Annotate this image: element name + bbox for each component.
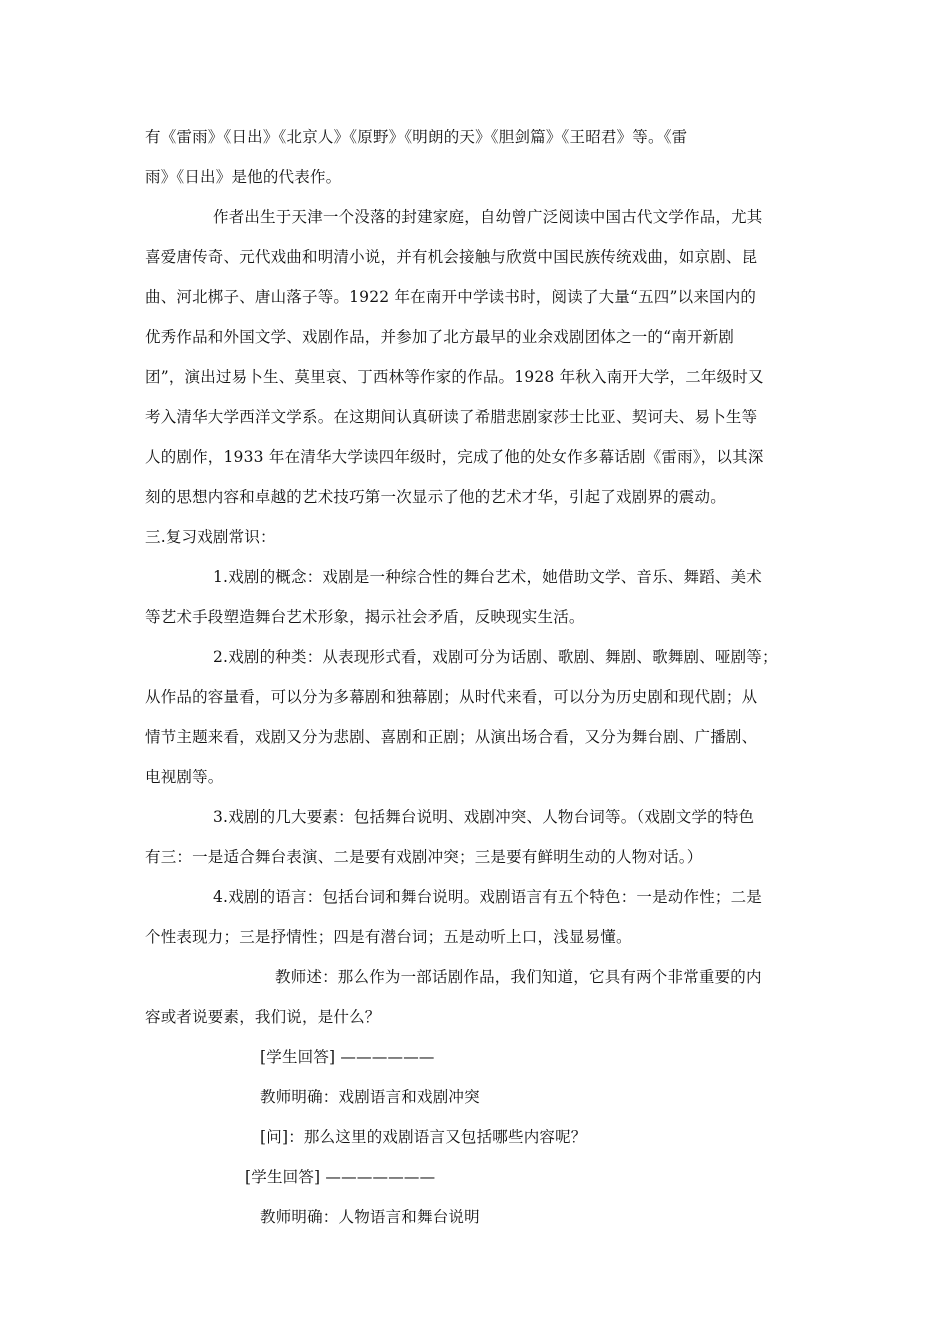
text-line: [学生回答] ——————— bbox=[245, 1168, 436, 1186]
section-heading: 三.复习戏剧常识： bbox=[145, 528, 276, 546]
text-line: 曲、河北梆子、唐山落子等。1922 年在南开中学读书时，阅读了大量“五四”以来国内的 bbox=[145, 288, 757, 306]
text-line: 作者出生于天津一个没落的封建家庭，自幼曾广泛阅读中国古代文学作品，尤其 bbox=[213, 208, 763, 226]
text-line: 从作品的容量看，可以分为多幕剧和独幕剧；从时代来看，可以分为历史剧和现代剧；从 bbox=[145, 688, 758, 706]
text-line: 有三：一是适合舞台表演、二是要有戏剧冲突；三是要有鲜明生动的人物对话。） bbox=[145, 848, 703, 866]
text-line: 雨》《日出》是他的代表作。 bbox=[145, 168, 342, 186]
text-line: 人的剧作，1933 年在清华大学读四年级时，完成了他的处女作多幕话剧《雷雨》，以其深 bbox=[145, 448, 764, 466]
text-line: [问]：那么这里的戏剧语言又包括哪些内容呢？ bbox=[260, 1128, 587, 1146]
text-line: 等艺术手段塑造舞台艺术形象，揭示社会矛盾，反映现实生活。 bbox=[145, 608, 585, 626]
text-line: 刻的思想内容和卓越的艺术技巧第一次显示了他的艺术才华，引起了戏剧界的震动。 bbox=[145, 488, 726, 506]
text-line: 电视剧等。 bbox=[145, 768, 224, 786]
text-line: 3.戏剧的几大要素：包括舞台说明、戏剧冲突、人物台词等。（戏剧文学的特色 bbox=[213, 808, 755, 826]
text-line: 容或者说要素，我们说，是什么？ bbox=[145, 1008, 381, 1026]
text-line: 1.戏剧的概念：戏剧是一种综合性的舞台艺术，她借助文学、音乐、舞蹈、美术 bbox=[213, 568, 762, 586]
text-line: 优秀作品和外国文学、戏剧作品，并参加了北方最早的业余戏剧团体之一的“南开新剧 bbox=[145, 328, 735, 346]
text-line: 喜爱唐传奇、元代戏曲和明清小说，并有机会接触与欣赏中国民族传统戏曲，如京剧、昆 bbox=[145, 248, 758, 266]
text-line: 4.戏剧的语言：包括台词和舞台说明。戏剧语言有五个特色：一是动作性；二是 bbox=[213, 888, 762, 906]
text-line: 情节主题来看，戏剧又分为悲剧、喜剧和正剧；从演出场合看，又分为舞台剧、广播剧、 bbox=[145, 728, 758, 746]
text-line: 考入清华大学西洋文学系。在这期间认真研读了希腊悲剧家莎士比亚、契诃夫、易卜生等 bbox=[145, 408, 758, 426]
text-line: [学生回答] —————— bbox=[260, 1048, 435, 1066]
text-line: 教师明确：戏剧语言和戏剧冲突 bbox=[260, 1088, 480, 1106]
text-line: 有《雷雨》《日出》《北京人》《原野》《明朗的天》《胆剑篇》《王昭君》等。《雷 bbox=[145, 128, 688, 146]
text-line: 教师述：那么作为一部话剧作品，我们知道，它具有两个非常重要的内 bbox=[275, 968, 762, 986]
text-line: 个性表现力；三是抒情性；四是有潜台词；五是动听上口，浅显易懂。 bbox=[145, 928, 632, 946]
text-line: 教师明确：人物语言和舞台说明 bbox=[260, 1208, 480, 1226]
text-line: 2.戏剧的种类：从表现形式看，戏剧可分为话剧、歌剧、舞剧、歌舞剧、哑剧等； bbox=[213, 648, 778, 666]
text-line: 团”，演出过易卜生、莫里哀、丁西林等作家的作品。1928 年秋入南开大学，二年级时又 bbox=[145, 368, 764, 386]
